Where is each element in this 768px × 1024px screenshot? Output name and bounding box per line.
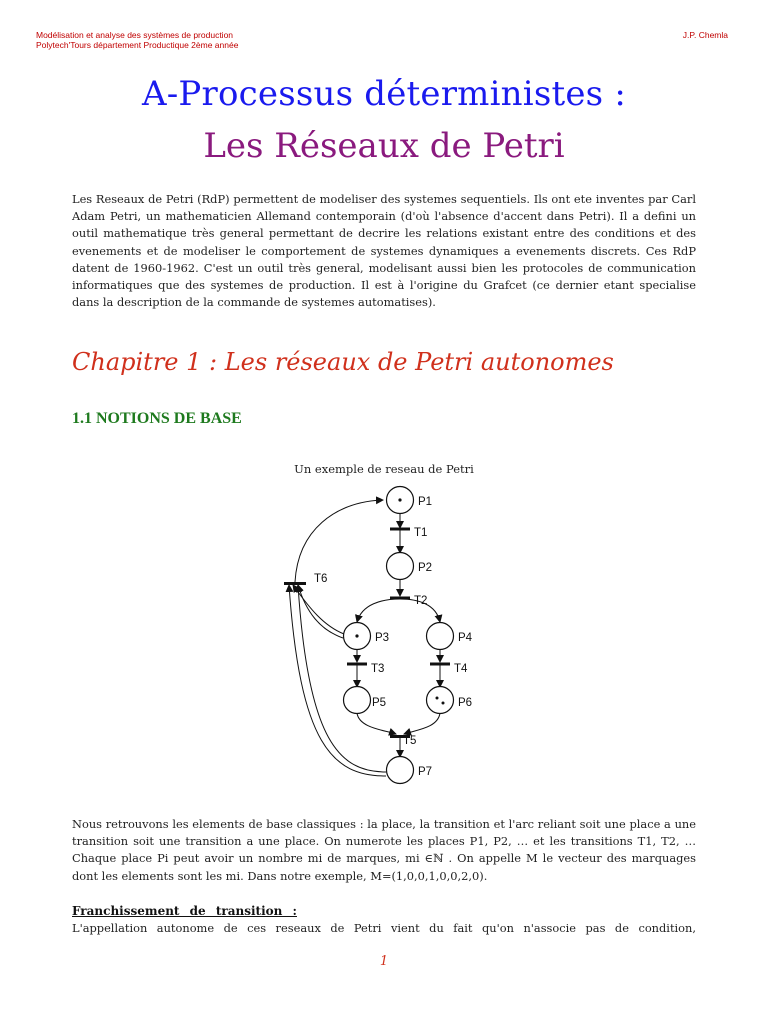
place-p6 xyxy=(427,687,473,714)
subheading-franchissement: Franchissement de transition : xyxy=(72,904,297,918)
place-p3 xyxy=(344,623,390,650)
header-course-title: Modélisation et analyse des systèmes de production xyxy=(36,30,234,40)
diagram-caption: Un exemple de reseau de Petri xyxy=(294,462,474,476)
token xyxy=(398,498,401,501)
place-label: P3 xyxy=(375,632,390,644)
intro-paragraph: Les Reseaux de Petri (RdP) permettent de modeliser des systemes sequentiels. Ils ont ete inventes par Carl Adam Petri, un mathematicien Allemand contemporain (d'où l'absence d'accent dans Petri). Il a defini un outil mathematique très general permettant de decrire les relations existant entre des conditions et des evenements et de modeliser le comportement de systemes dynamiques a evenements discrets. Ces RdP datent de 1960-1962. C'est un outil très general, modelisant aussi bien les protocoles de communication informatiques que des systemes de production. Il est à l'origine du Grafcet (ce dernier etant specialise dans la description de la commande de systemes automatises). xyxy=(72,192,696,310)
place-label: P2 xyxy=(418,562,433,574)
header-author: J.P. Chemla xyxy=(682,30,728,40)
place-p2 xyxy=(387,553,433,580)
transition-t4 xyxy=(430,663,468,676)
token xyxy=(355,634,358,637)
place-p5 xyxy=(344,687,387,714)
transition-label: T1 xyxy=(414,527,428,539)
chapter-heading: Chapitre 1 : Les réseaux de Petri autonomes xyxy=(72,348,614,376)
transition-t5 xyxy=(390,735,416,747)
transition-label: T2 xyxy=(414,595,428,607)
token xyxy=(442,702,445,705)
place-p1 xyxy=(387,487,433,514)
running-header xyxy=(36,30,238,50)
petri-net-diagram xyxy=(270,482,510,792)
page-subtitle: Les Réseaux de Petri xyxy=(203,126,565,166)
place-label: P5 xyxy=(372,697,387,709)
body-paragraph: Nous retrouvons les elements de base classiques : la place, la transition et l'arc reliant soit une place a une transition soit une transition a une place. On numerote les places P1, P2, … et les transitions T1, T2, …Chaque place Pi peut avoir un nombre mi de marques, mi ∈ℕ . On appelle M le vecteur des marquages dont les elements sont les mi. Dans notre exemple, M=(1,0,0,1,0,0,2,0). xyxy=(72,817,696,883)
transition-t3 xyxy=(347,663,384,676)
place-p7 xyxy=(387,757,433,784)
section-heading: 1.1 NOTIONS DE BASE xyxy=(72,410,242,427)
transition-t6 xyxy=(284,573,327,585)
place-label: P4 xyxy=(458,632,473,644)
transition-label: T3 xyxy=(371,663,385,675)
transition-label: T6 xyxy=(314,573,328,585)
continuation-paragraph: L'appellation autonome de ces reseaux de Petri vient du fait qu'on n'associe pas de condition, xyxy=(72,921,696,935)
place-p4 xyxy=(427,623,473,650)
page-number: 1 xyxy=(379,954,389,969)
place-label: P7 xyxy=(418,766,433,778)
transition-t1 xyxy=(390,527,427,539)
place-label: P1 xyxy=(418,496,433,508)
token xyxy=(436,697,439,700)
transition-label: T5 xyxy=(403,735,417,747)
transition-label: T4 xyxy=(454,663,468,675)
page-title: A-Processus déterministes : xyxy=(141,74,626,114)
header-department: Polytech'Tours département Productique 2ème année xyxy=(36,40,239,50)
transition-t2 xyxy=(390,595,427,607)
place-label: P6 xyxy=(458,697,473,709)
